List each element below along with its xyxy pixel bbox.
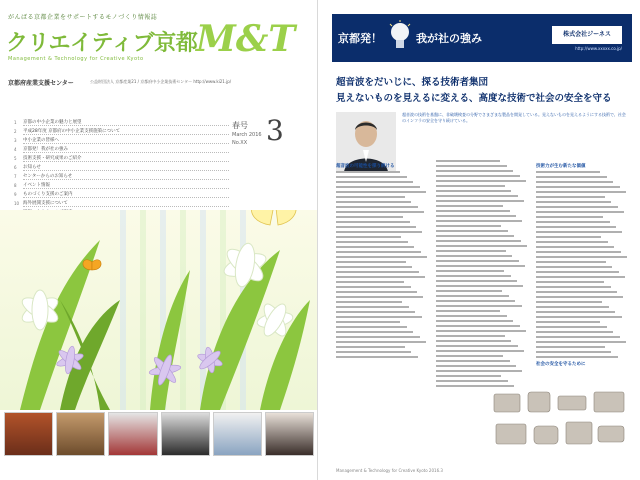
- text-line: [336, 326, 407, 328]
- text-line: [336, 266, 412, 268]
- contents-title: 技術支援・研究成果のご紹介: [23, 155, 229, 162]
- text-line: [536, 336, 620, 338]
- contents-row: [14, 190, 229, 199]
- text-line: [436, 275, 511, 277]
- cover-photo: [161, 412, 210, 456]
- text-line: [436, 195, 518, 197]
- contents-row: [14, 181, 229, 190]
- text-line: [336, 321, 400, 323]
- contents-number: 6: [14, 165, 17, 170]
- text-line: [336, 211, 424, 213]
- cover-photo: [108, 412, 157, 456]
- text-line: [436, 230, 508, 232]
- text-line: [436, 290, 502, 292]
- text-line: [436, 165, 507, 167]
- contents-title: 平成28年度 京都府の中小企業支援施策について: [23, 128, 229, 135]
- text-line: [436, 305, 522, 307]
- text-line: [536, 226, 616, 228]
- text-line: [436, 350, 524, 352]
- text-line: [336, 281, 404, 283]
- issue-label: [232, 114, 302, 154]
- text-line: [536, 271, 619, 273]
- banner-strength-label: 我が社の強み: [416, 32, 482, 45]
- text-line: [336, 171, 400, 173]
- text-line: [536, 231, 622, 233]
- article-column: [336, 160, 428, 460]
- text-line: [536, 326, 607, 328]
- text-line: [436, 220, 522, 222]
- contents-title: センターからのお知らせ: [23, 173, 229, 180]
- company-url: http://www.xxxxx.co.jp/: [575, 46, 622, 51]
- text-line: [436, 200, 524, 202]
- contents-title: ものづくり支援のご案内: [23, 191, 229, 198]
- text-line: [436, 190, 511, 192]
- contents-number: 5: [14, 156, 17, 161]
- text-line: [336, 206, 418, 208]
- lightbulb-icon: [388, 20, 412, 56]
- cover-illustration: [0, 210, 318, 410]
- text-line: [336, 316, 422, 318]
- contents-title: 海外展開支援について: [23, 200, 229, 207]
- text-line: [436, 255, 512, 257]
- text-line: [536, 206, 618, 208]
- contents-number: 9: [14, 192, 17, 197]
- cover-caption: [213, 458, 262, 466]
- contents-row: [14, 154, 229, 163]
- issue-number: 3: [266, 114, 284, 147]
- text-line: [336, 191, 426, 193]
- contents-number: 4: [14, 147, 17, 152]
- cover-caption-strip: [4, 458, 314, 466]
- text-line: [336, 246, 414, 248]
- text-line: [336, 226, 416, 228]
- text-line: [336, 336, 420, 338]
- text-line: [436, 175, 520, 177]
- text-line: [436, 270, 504, 272]
- text-line: [536, 276, 625, 278]
- contents-number: 8: [14, 183, 17, 188]
- contents-title: お知らせ: [23, 164, 229, 171]
- article-lead: 超音波の技術を基盤に、非破壊検査の分野でさまざまな製品を開発している。見えないものを見えるようにする技術で、社会のインフラの安全を守り続けている。: [402, 112, 626, 123]
- text-line: [436, 355, 503, 357]
- text-block: [536, 171, 628, 358]
- text-line: [436, 210, 510, 212]
- text-line: [436, 310, 500, 312]
- text-line: [436, 160, 500, 162]
- text-line: [336, 261, 406, 263]
- text-line: [536, 311, 615, 313]
- contents-title: 京都発！我が社の強み: [23, 146, 229, 153]
- text-line: [436, 285, 523, 287]
- contents-row: [14, 118, 229, 127]
- text-line: [536, 196, 605, 198]
- cover-caption: [4, 458, 53, 466]
- text-line: [536, 341, 626, 343]
- contents-row: [14, 145, 229, 154]
- text-line: [436, 375, 501, 377]
- banner-kyoto-label: 京都発！: [338, 32, 382, 45]
- text-line: [336, 286, 411, 288]
- text-line: [436, 345, 518, 347]
- text-line: [536, 286, 611, 288]
- text-line: [436, 365, 516, 367]
- text-line: [536, 251, 621, 253]
- text-line: [536, 216, 603, 218]
- contents-number: 3: [14, 138, 17, 143]
- text-line: [536, 316, 622, 318]
- company-name-badge: 株式会社ジーネス: [552, 26, 622, 44]
- contents-row: [14, 127, 229, 136]
- cover-photo: [56, 412, 105, 456]
- text-block: [336, 171, 428, 358]
- text-line: [336, 311, 415, 313]
- text-line: [536, 211, 624, 213]
- contents-number: 1: [14, 120, 17, 125]
- text-line: [336, 341, 426, 343]
- text-line: [436, 295, 509, 297]
- issue-season: 春号: [232, 121, 248, 130]
- text-line: [436, 180, 526, 182]
- text-line: [536, 201, 611, 203]
- cover-photo-strip: [4, 412, 314, 464]
- text-line: [536, 191, 626, 193]
- cover-caption: [56, 458, 105, 466]
- text-line: [436, 340, 511, 342]
- contents-row: [14, 199, 229, 208]
- text-line: [336, 291, 417, 293]
- text-line: [336, 186, 420, 188]
- contents-number: 10: [14, 201, 20, 206]
- text-line: [536, 356, 618, 358]
- text-line: [436, 250, 506, 252]
- issue-volume: No.XX: [232, 140, 248, 146]
- text-line: [536, 291, 617, 293]
- text-line: [336, 271, 419, 273]
- cover-masthead-subtitle: Management & Technology for Creative Kyoto: [8, 56, 144, 62]
- text-line: [436, 380, 508, 382]
- text-line: [336, 196, 405, 198]
- page-footer: Management & Technology for Creative Kyoto 2016.3: [336, 468, 443, 473]
- text-line: [336, 301, 402, 303]
- text-line: [336, 356, 418, 358]
- text-line: [536, 176, 607, 178]
- article-subheadline: 見えないものを見えるに変える、高度な技術で社会の安全を守る: [336, 93, 612, 104]
- text-line: [436, 335, 505, 337]
- text-line: [436, 265, 525, 267]
- text-line: [336, 296, 423, 298]
- text-line: [436, 205, 503, 207]
- text-line: [536, 281, 604, 283]
- text-line: [436, 170, 513, 172]
- contents-title: 京都の中小企業の魅力と展望: [23, 119, 229, 126]
- text-line: [336, 181, 413, 183]
- text-line: [536, 296, 623, 298]
- text-line: [336, 306, 409, 308]
- contents-number: 2: [14, 129, 17, 134]
- text-line: [436, 260, 519, 262]
- text-line: [436, 300, 515, 302]
- text-line: [536, 301, 602, 303]
- text-line: [436, 370, 522, 372]
- text-line: [436, 240, 521, 242]
- text-line: [536, 346, 605, 348]
- text-line: [536, 266, 612, 268]
- article-section-heading: 技術力が生む新たな価値: [536, 164, 586, 169]
- text-line: [436, 245, 527, 247]
- issue-date: March 2016: [232, 132, 262, 138]
- text-line: [436, 185, 505, 187]
- cover-masthead-logo: M&T: [196, 18, 296, 60]
- magazine-cover: [0, 0, 318, 480]
- text-line: [436, 315, 507, 317]
- cover-photo: [265, 412, 314, 456]
- text-line: [436, 360, 510, 362]
- text-line: [536, 221, 610, 223]
- text-line: [336, 276, 425, 278]
- text-line: [436, 385, 514, 387]
- text-line: [336, 241, 408, 243]
- text-line: [336, 231, 422, 233]
- text-line: [336, 251, 421, 253]
- cover-organization-info: 公益財団法人 京都産業21 / 京都府中小企業技術センター http://www.ki21.jp/: [90, 79, 232, 84]
- cover-tagline: がんばる京都企業をサポートするモノづくり情報誌: [8, 14, 158, 21]
- text-line: [336, 236, 401, 238]
- article-banner: [332, 14, 632, 62]
- text-line: [436, 225, 501, 227]
- contents-title: イベント情報: [23, 182, 229, 189]
- text-block: [436, 160, 528, 387]
- cover-caption: [108, 458, 157, 466]
- cover-caption: [161, 458, 210, 466]
- cover-masthead: クリエイティブ京都: [6, 31, 198, 56]
- contents-number: 7: [14, 174, 17, 179]
- contents-title: 中小企業の皆様へ: [23, 137, 229, 144]
- product-figures: [490, 388, 630, 452]
- text-line: [336, 346, 405, 348]
- text-line: [336, 256, 427, 258]
- text-line: [436, 330, 526, 332]
- text-line: [336, 216, 403, 218]
- contents-row: [14, 163, 229, 172]
- text-line: [536, 351, 611, 353]
- cover-caption: [265, 458, 314, 466]
- text-line: [336, 221, 410, 223]
- cover-organization: 京都府産業支援センター: [8, 80, 74, 87]
- text-line: [536, 181, 613, 183]
- article-page: [322, 0, 640, 480]
- article-headline: 超音波をだいじに、探る技術者集団: [336, 77, 489, 88]
- text-line: [436, 215, 516, 217]
- text-line: [536, 171, 600, 173]
- text-line: [536, 256, 627, 258]
- text-line: [536, 246, 614, 248]
- text-line: [536, 331, 613, 333]
- text-line: [536, 261, 606, 263]
- text-line: [536, 241, 608, 243]
- article-section-heading: 社会の安全を守るために: [536, 362, 586, 367]
- text-line: [336, 331, 413, 333]
- text-line: [436, 320, 513, 322]
- text-line: [336, 201, 411, 203]
- text-line: [436, 280, 517, 282]
- text-line: [336, 351, 411, 353]
- text-line: [536, 321, 600, 323]
- article-section-heading: 超音波の可能性を探り続ける: [336, 164, 395, 169]
- text-line: [436, 235, 514, 237]
- contents-row: [14, 136, 229, 145]
- cover-photo: [4, 412, 53, 456]
- text-line: [536, 306, 609, 308]
- cover-photo: [213, 412, 262, 456]
- text-line: [436, 325, 520, 327]
- text-line: [536, 236, 601, 238]
- contents-row: [14, 172, 229, 181]
- text-line: [336, 176, 407, 178]
- text-line: [536, 186, 620, 188]
